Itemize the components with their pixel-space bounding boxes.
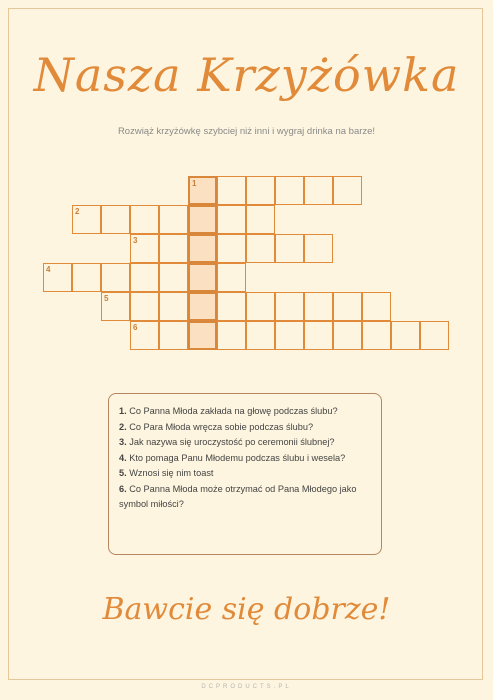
clue-2: 2. Co Para Młoda wręcza sobie podczas ślubu? xyxy=(119,421,314,432)
grid-cell[interactable] xyxy=(362,292,391,321)
grid-cell[interactable] xyxy=(246,205,275,234)
grid-cell[interactable] xyxy=(101,263,130,292)
grid-cell[interactable] xyxy=(217,234,246,263)
grid-cell[interactable] xyxy=(72,205,101,234)
clue-3: 3. Jak nazywa się uroczystość po ceremonii ślubnej? xyxy=(119,437,335,447)
grid-cell[interactable] xyxy=(391,321,420,350)
row-number: 6 xyxy=(133,323,138,332)
grid-cell[interactable] xyxy=(217,205,246,234)
grid-cell[interactable] xyxy=(217,176,246,205)
grid-cell[interactable] xyxy=(246,234,275,263)
row-number: 3 xyxy=(133,236,138,245)
grid-cell[interactable] xyxy=(362,321,391,350)
grid-cell[interactable] xyxy=(333,321,362,350)
page-title: Nasza Krzyżówka xyxy=(33,48,460,102)
grid-cell[interactable] xyxy=(159,205,188,234)
grid-cell[interactable] xyxy=(246,292,275,321)
brand-mark: DCPRODUCTS.PL xyxy=(201,684,292,690)
page-subtitle: Rozwiąż krzyżówkę szybciej niż inni i wygraj drinka na barze! xyxy=(117,126,376,137)
grid-cell[interactable] xyxy=(304,321,333,350)
grid-cell[interactable] xyxy=(246,321,275,350)
key-cell[interactable] xyxy=(188,321,217,350)
grid-cell[interactable] xyxy=(246,176,275,205)
clue-1: 1. Co Panna Młoda zakłada na głowę podczas ślubu? xyxy=(119,406,338,416)
clue-5: 5. Wznosi się nim toast xyxy=(119,468,214,478)
grid-cell[interactable] xyxy=(304,176,333,205)
key-cell[interactable] xyxy=(188,263,217,292)
grid-cell[interactable] xyxy=(130,321,159,350)
key-cell[interactable] xyxy=(188,234,217,263)
grid-cell[interactable] xyxy=(304,292,333,321)
grid-cell[interactable] xyxy=(275,176,304,205)
clues-box xyxy=(108,393,382,555)
grid-cell[interactable] xyxy=(159,234,188,263)
grid-cell[interactable] xyxy=(275,321,304,350)
key-cell[interactable] xyxy=(188,205,217,234)
row-number: 4 xyxy=(46,265,51,274)
grid-cell[interactable] xyxy=(420,321,449,350)
grid-cell[interactable] xyxy=(101,292,130,321)
grid-cell[interactable] xyxy=(130,263,159,292)
grid-cell[interactable] xyxy=(304,234,333,263)
grid-cell[interactable] xyxy=(217,292,246,321)
grid-cell[interactable] xyxy=(159,321,188,350)
grid-cell[interactable] xyxy=(333,176,362,205)
grid-cell[interactable] xyxy=(130,205,159,234)
grid-cell[interactable] xyxy=(130,234,159,263)
grid-cell[interactable] xyxy=(275,292,304,321)
row-number: 1 xyxy=(192,179,197,188)
grid-cell[interactable] xyxy=(333,292,362,321)
grid-cell[interactable] xyxy=(159,263,188,292)
grid-cell[interactable] xyxy=(101,205,130,234)
key-cell[interactable] xyxy=(188,292,217,321)
key-cell[interactable] xyxy=(188,176,217,205)
grid-cell[interactable] xyxy=(217,321,246,350)
grid-cell[interactable] xyxy=(72,263,101,292)
row-number: 5 xyxy=(104,294,109,303)
row-number: 2 xyxy=(75,207,80,216)
grid-cell[interactable] xyxy=(130,292,159,321)
grid-cell[interactable] xyxy=(159,292,188,321)
grid-cell[interactable] xyxy=(217,263,246,292)
clue-6: 6. Co Panna Młoda może otrzymać od Pana Młodego jako symbol miłości? xyxy=(119,483,357,509)
grid-cell[interactable] xyxy=(43,263,72,292)
clue-4: 4. Kto pomaga Panu Młodemu podczas ślubu i wesela? xyxy=(119,452,346,463)
grid-cell[interactable] xyxy=(275,234,304,263)
footer-message: Bawcie się dobrze! xyxy=(102,592,391,627)
